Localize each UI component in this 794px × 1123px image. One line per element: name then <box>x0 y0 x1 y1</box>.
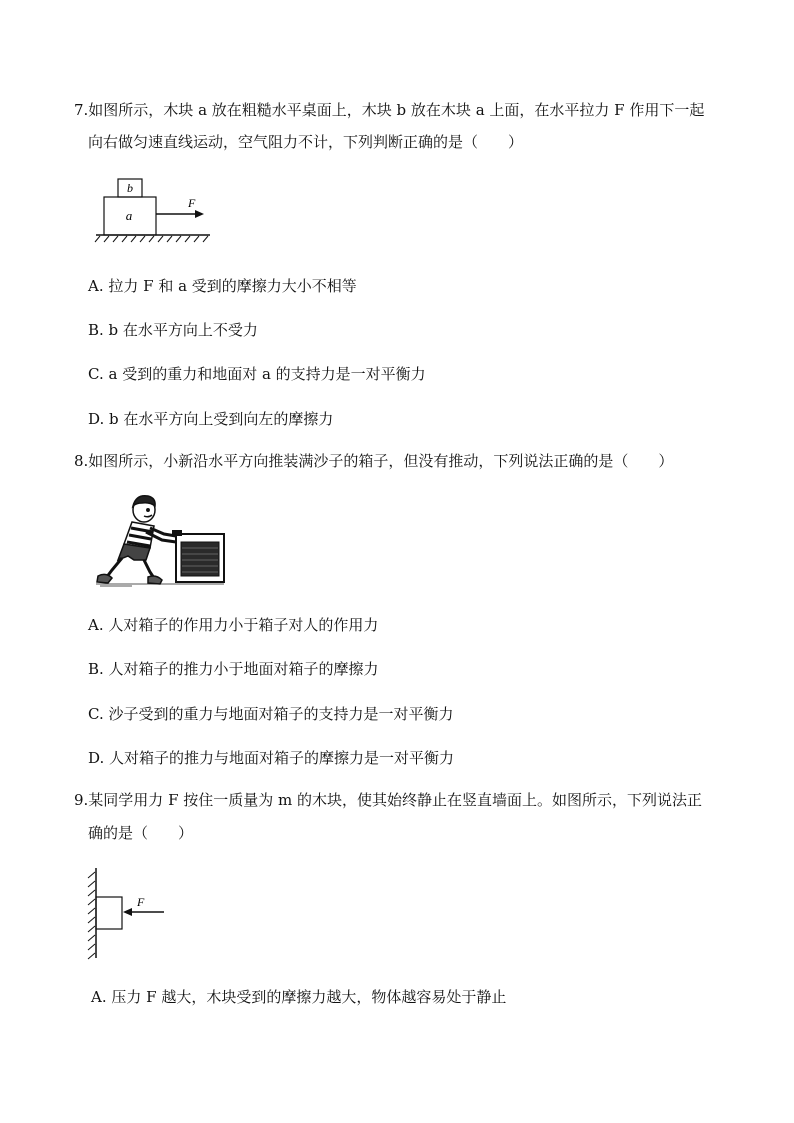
q7-option-b[interactable]: B. b 在水平方向上不受力 <box>88 321 258 339</box>
force-arrowhead <box>195 210 204 218</box>
q8-option-b[interactable]: B. 人对箱子的推力小于地面对箱子的摩擦力 <box>88 660 379 678</box>
press-force-arrowhead <box>123 908 132 916</box>
sand-fill <box>181 542 219 576</box>
q8-option-d[interactable]: D. 人对箱子的推力与地面对箱子的摩擦力是一对平衡力 <box>88 749 455 767</box>
q9-figure <box>84 864 174 960</box>
label-b: b <box>127 181 133 195</box>
q8-figure <box>92 490 228 588</box>
q8-stem-line1: 8.如图所示，小新沿水平方向推装满沙子的箱子，但没有推动，下列说法正确的是（ ） <box>74 452 674 470</box>
q7-option-d[interactable]: D. b 在水平方向上受到向左的摩擦力 <box>88 410 334 428</box>
wood-block <box>96 897 122 929</box>
label-F: F <box>137 895 145 909</box>
q9-stem-line2: 确的是（ ） <box>88 824 194 842</box>
q9-option-a[interactable]: A. 压力 F 越大，木块受到的摩擦力越大，物体越容易处于静止 <box>91 988 507 1006</box>
q8-option-a[interactable]: A. 人对箱子的作用力小于箱子对人的作用力 <box>88 616 379 634</box>
label-F: F <box>188 196 196 210</box>
q7-option-a[interactable]: A. 拉力 F 和 a 受到的摩擦力大小不相等 <box>88 277 357 295</box>
wall-hatching <box>88 872 95 959</box>
q8-option-c[interactable]: C. 沙子受到的重力与地面对箱子的支持力是一对平衡力 <box>88 705 454 723</box>
q7-option-c[interactable]: C. a 受到的重力和地面对 a 的支持力是一对平衡力 <box>88 365 426 383</box>
q7-stem-line1: 7.如图所示，木块 a 放在粗糙水平桌面上，木块 b 放在木块 a 上面，在水平拉力 F 作用下一起 <box>74 101 705 119</box>
q7-stem-line2: 向右做匀速直线运动，空气阻力不计，下列判断正确的是（ ） <box>88 133 524 151</box>
ground-hatching <box>95 236 208 242</box>
q9-stem-line1: 9.某同学用力 F 按住一质量为 m 的木块，使其始终静止在竖直墙面上。如图所示，下列说法正 <box>74 791 703 809</box>
q7-figure <box>94 174 218 244</box>
label-a: a <box>125 208 133 223</box>
boy-pushing <box>97 496 176 584</box>
